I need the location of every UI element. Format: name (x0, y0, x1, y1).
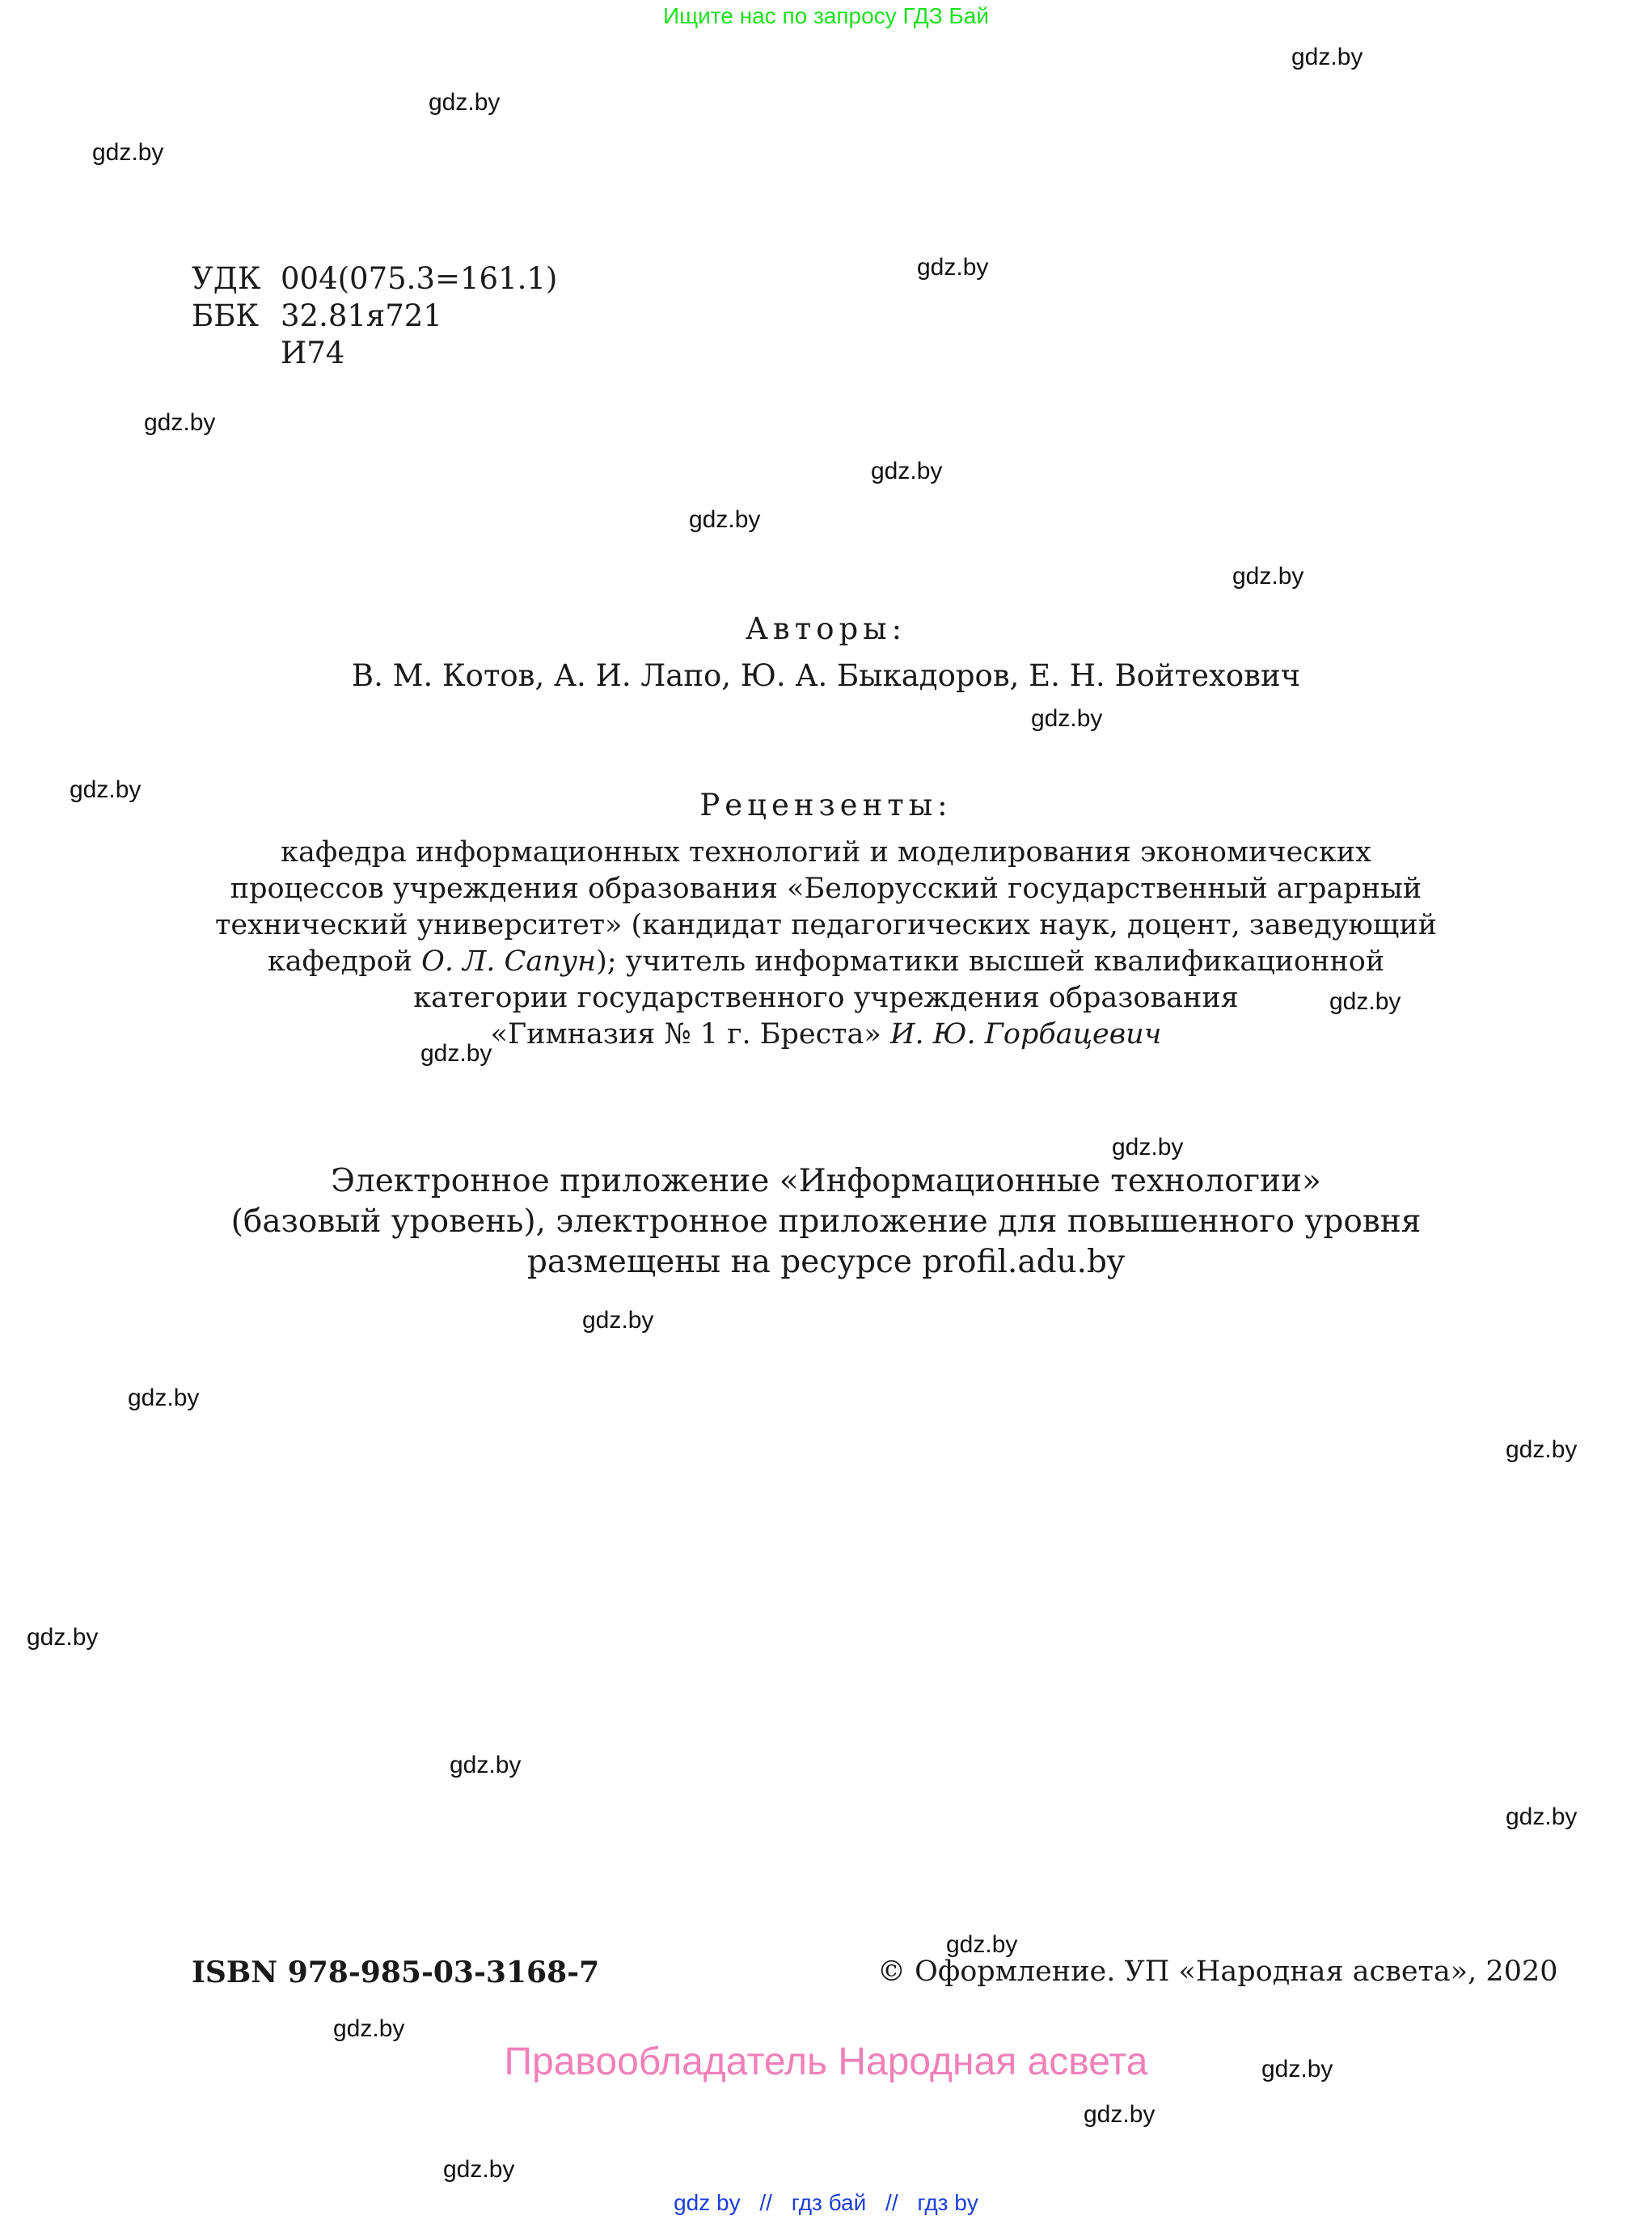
bbk-label: ББК (192, 298, 260, 333)
udk-row (192, 260, 557, 298)
footer-links (0, 2190, 1652, 2216)
watermark: gdz.by (443, 2156, 515, 2183)
search-hint-banner: Ищите нас по запросу ГДЗ Бай (662, 3, 990, 28)
watermark: gdz.by (917, 254, 989, 281)
watermark: gdz.by (1031, 705, 1103, 732)
watermark: gdz.by (333, 2015, 405, 2042)
footer-separator: // (885, 2190, 898, 2215)
bbk-value: 32.81я721 (281, 298, 442, 333)
udk-label: УДК (192, 261, 261, 296)
reviewers-line: кафедрой О. Л. Сапун); учитель информатики высшей квалификационной (267, 945, 1385, 978)
footer-link-gdz-by[interactable]: gdz by (674, 2190, 741, 2215)
watermark: gdz.by (582, 1307, 654, 1334)
watermark: gdz.by (1261, 2056, 1333, 2082)
footer-link-gdz-by-cyr[interactable]: гдз by (917, 2190, 978, 2215)
footer-link-gdz-bai[interactable]: гдз бай (791, 2190, 867, 2215)
reviewers-line: кафедра информационных технологий и моделирования экономических (281, 836, 1371, 869)
reviewer-name: О. Л. Сапун (421, 945, 597, 978)
electronic-app-line: (базовый уровень), электронное приложение для повышенного уровня (230, 1203, 1422, 1240)
udk-value: 004(075.3=161.1) (281, 261, 558, 296)
isbn: ISBN 978-985-03-3168-7 (192, 1956, 600, 1989)
author-mark-row (192, 335, 557, 372)
watermark: gdz.by (1506, 1436, 1578, 1463)
watermark: gdz.by (1291, 44, 1363, 70)
reviewers-line: процессов учреждения образования «Белорусский государственный аграрный (230, 873, 1422, 905)
rights-holder: Правообладатель Народная асвета (504, 2040, 1148, 2083)
watermark: gdz.by (450, 1752, 522, 1778)
watermark: gdz.by (1506, 1803, 1578, 1830)
electronic-app-note (0, 1161, 1652, 1283)
watermark: gdz.by (689, 506, 761, 533)
bibliographic-block (192, 260, 557, 372)
watermark: gdz.by (871, 458, 943, 484)
electronic-app-line: размещены на ресурсе profil.adu.by (526, 1244, 1126, 1280)
watermark: gdz.by (1084, 2101, 1156, 2128)
reviewers-line: технический университет» (кандидат педагогических наук, доцент, заведующий (215, 909, 1437, 941)
watermark: gdz.by (1329, 988, 1401, 1015)
watermark: gdz.by (128, 1385, 200, 1411)
copyright: © Оформление. УП «Народная асвета», 2020 (877, 1956, 1558, 1988)
watermark: gdz.by (92, 139, 164, 166)
watermark: gdz.by (1112, 1134, 1184, 1161)
footer-separator: // (759, 2190, 772, 2215)
reviewer-name: И. Ю. Горбацевич (889, 1018, 1162, 1051)
watermark: gdz.by (70, 776, 142, 803)
reviewers-heading: Рецензенты: (699, 788, 953, 822)
author-mark: И74 (281, 336, 345, 370)
authors-names: В. М. Котов, А. И. Лапо, Ю. А. Быкадоров, Е. Н. Войтехович (351, 658, 1301, 693)
reviewers-line: категории государственного учреждения образования (413, 982, 1239, 1014)
watermark: gdz.by (27, 1624, 99, 1651)
watermark: gdz.by (1232, 563, 1304, 590)
watermark: gdz.by (429, 89, 501, 116)
electronic-app-line: Электронное приложение «Информационные технологии» (331, 1163, 1321, 1199)
reviewers-text (0, 835, 1652, 1053)
reviewers-line: «Гимназия № 1 г. Бреста» И. Ю. Горбацевич (490, 1018, 1162, 1051)
watermark: gdz.by (420, 1040, 492, 1067)
watermark: gdz.by (144, 409, 216, 436)
authors-heading: Авторы: (745, 611, 907, 646)
bbk-row (192, 298, 557, 335)
watermark: gdz.by (946, 1931, 1018, 1958)
